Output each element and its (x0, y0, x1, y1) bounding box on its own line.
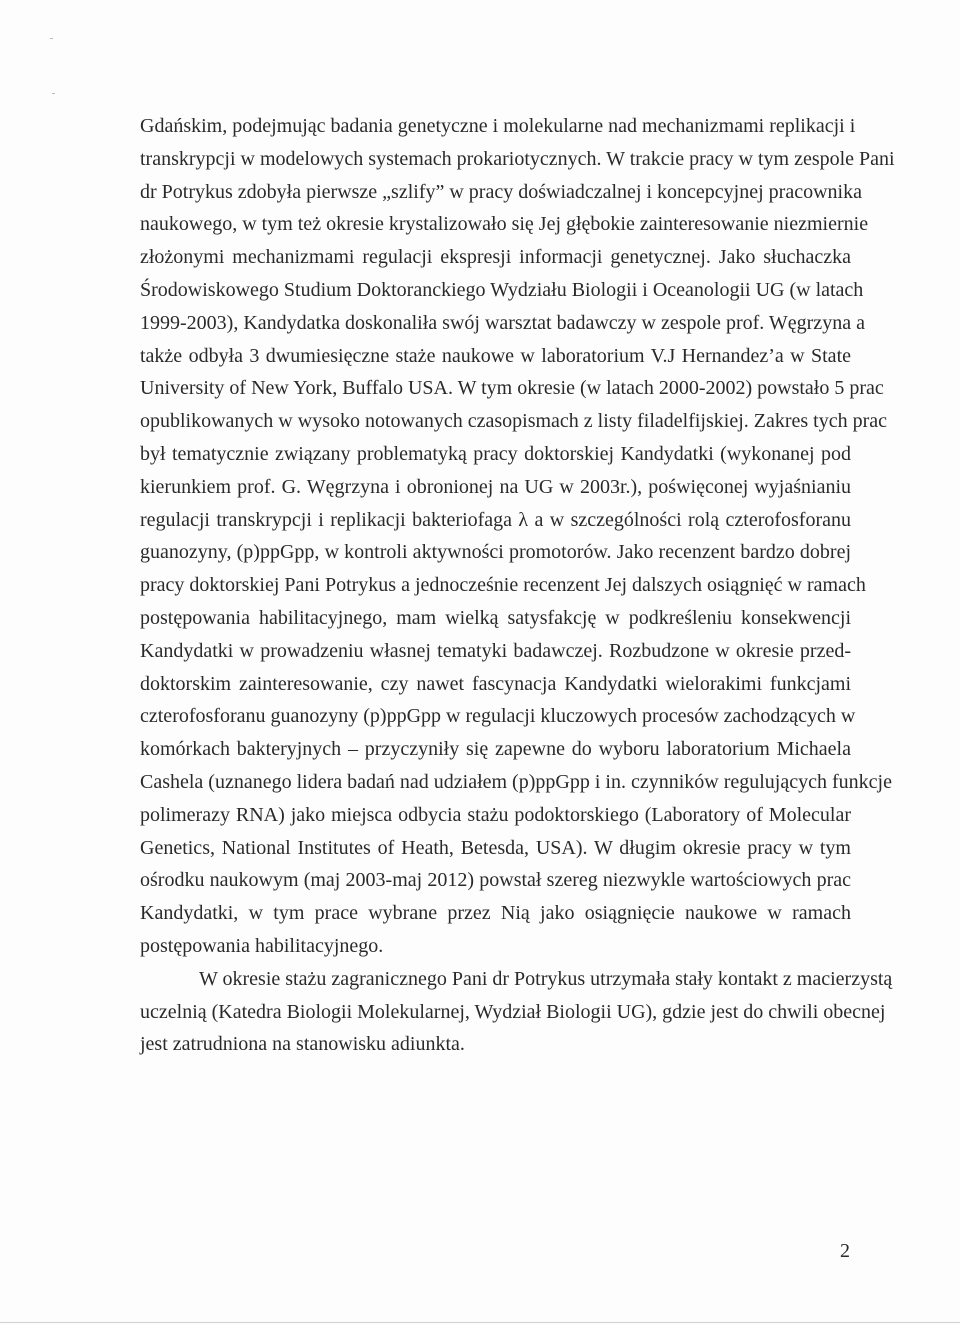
scan-speck (52, 93, 55, 94)
text-line: W okresie stażu zagranicznego Pani dr Potrykus utrzymała stały kontakt z macierzystą (199, 967, 893, 990)
text-line: Genetics, National Institutes of Heath, Betesda, USA). W długim okresie pracy w tym (140, 836, 851, 859)
text-line: Kandydatki, w tym prace wybrane przez Nią jako osiągnięcie naukowe w ramach (140, 902, 851, 925)
text-line: opublikowanych w wysoko notowanych czasopismach z listy filadelfijskiej. Zakres tych prac (140, 410, 888, 433)
text-line: jest zatrudniona na stanowisku adiunkta. (140, 1033, 465, 1056)
body-text (140, 110, 895, 1061)
text-line: złożonymi mechanizmami regulacji ekspresji informacji genetycznej. Jako słuchaczka (140, 246, 851, 269)
text-line: także odbyła 3 dwumiesięczne staże naukowe w laboratorium V.J Hernandez’a w State (140, 344, 851, 367)
text-line: Kandydatki w prowadzeniu własnej tematyki badawczej. Rozbudzone w okresie przed- (140, 639, 851, 662)
paragraph-2 (140, 963, 893, 1061)
text-line: Gdańskim, podejmując badania genetyczne i molekularne nad mechanizmami replikacji i (140, 115, 856, 137)
scan-speck (50, 38, 53, 39)
text-line: Cashela (uznanego lidera badań nad udziałem (p)ppGpp i in. czynników regulujących funkcje (140, 770, 892, 793)
text-line: dr Potrykus zdobyła pierwsze „szlify” w pracy doświadczalnej i koncepcyjnej pracownika (140, 180, 862, 203)
text-line: polimerazy RNA) jako miejsca odbycia stażu podoktorskiego (Laboratory of Molecular (140, 803, 851, 826)
text-line: był tematycznie związany problematyką pracy doktorskiej Kandydatki (wykonanej pod (140, 442, 851, 465)
text-line: pracy doktorskiej Pani Potrykus a jednocześnie recenzent Jej dalszych osiągnięć w ramach (140, 574, 866, 597)
paragraph-1 (140, 110, 895, 963)
text-line: guanozyny, (p)ppGpp, w kontroli aktywności promotorów. Jako recenzent bardzo dobrej (140, 541, 851, 564)
text-line: uczelnią (Katedra Biologii Molekularnej, Wydział Biologii UG), gdzie jest do chwili obecnej (140, 1000, 886, 1023)
text-line: University of New York, Buffalo USA. W tym okresie (w latach 2000-2002) powstało 5 prac (140, 377, 884, 400)
text-line: postępowania habilitacyjnego. (140, 934, 384, 957)
text-line: 1999-2003), Kandydatka doskonaliła swój warsztat badawczy w zespole prof. Węgrzyna a (140, 311, 865, 334)
text-line: postępowania habilitacyjnego, mam wielką satysfakcję w podkreśleniu konsekwencji (140, 606, 851, 629)
text-line: doktorskim zainteresowanie, czy nawet fascynacja Kandydatki wielorakimi funkcjami (140, 672, 851, 695)
text-line: transkrypcji w modelowych systemach prokariotycznych. W trakcie pracy w tym zespole Pani (140, 147, 895, 170)
text-line: naukowego, w tym też okresie krystalizowało się Jej głębokie zainteresowanie niezmiernie (140, 213, 869, 236)
text-line: komórkach bakteryjnych – przyczyniły się zapewne do wyboru laboratorium Michaela (140, 738, 851, 761)
text-line: czterofosforanu guanozyny (p)ppGpp w regulacji kluczowych procesów zachodzących w (140, 705, 856, 728)
text-line: regulacji transkrypcji i replikacji bakteriofaga λ a w szczególności rolą czterofosforanu (140, 508, 851, 531)
text-line: kierunkiem prof. G. Węgrzyna i obronionej na UG w 2003r.), poświęconej wyjaśnianiu (140, 475, 851, 498)
page-number: 2 (840, 1240, 850, 1262)
scan-edge-line (0, 1322, 960, 1323)
text-line: Środowiskowego Studium Doktoranckiego Wydziału Biologii i Oceanologii UG (w latach (140, 278, 864, 301)
text-line: ośrodku naukowym (maj 2003-maj 2012) powstał szereg niezwykle wartościowych prac (140, 869, 851, 892)
